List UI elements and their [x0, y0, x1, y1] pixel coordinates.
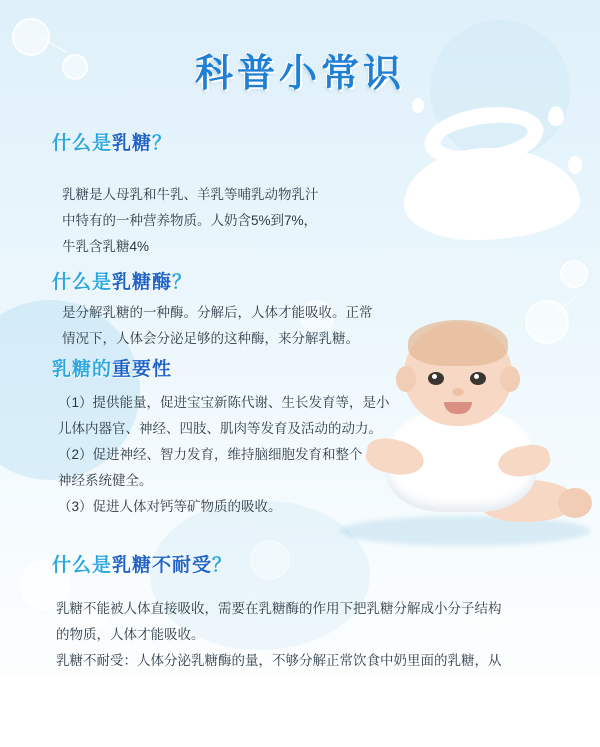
section-heading-4: [52, 550, 232, 577]
molecule-icon: [560, 260, 588, 288]
section-body-3-line: 儿体内器官、神经、四肢、肌肉等发育及活动的动力。: [58, 421, 382, 436]
section-body-4-line: 乳糖不耐受：人体分泌乳糖酶的量，不够分解正常饮食中奶里面的乳糖，从: [56, 653, 502, 668]
section-body-4-line: 乳糖不能被人体直接吸收，需要在乳糖酶的作用下把乳糖分解成小分子结构: [56, 601, 502, 616]
baby-shadow: [340, 516, 590, 546]
section-heading-1: [52, 128, 172, 155]
section-heading-1-suffix: ？: [152, 133, 173, 154]
section-body-3-line: （1）提供能量，促进宝宝新陈代谢、生长发育等，是小: [58, 395, 390, 410]
section-heading-3: [52, 354, 172, 381]
baby-foot: [558, 488, 592, 518]
section-heading-4-prefix: 什么是: [52, 555, 113, 576]
section-heading-2: [52, 267, 192, 294]
section-body-3-line: （2）促进神经、智力发育，维持脑细胞发育和整个: [58, 447, 363, 462]
section-heading-4-highlight: 乳糖不耐受: [112, 555, 213, 576]
section-body-1-line: 中特有的一种营养物质。人奶含5%到7%，: [62, 213, 318, 228]
milk-drop: [548, 106, 564, 126]
section-heading-2-suffix: ？: [172, 272, 193, 293]
section-heading-1-prefix: 什么是: [52, 133, 113, 154]
milk-drop: [568, 156, 582, 174]
section-body-1-line: 乳糖是人母乳和牛乳、羊乳等哺乳动物乳汁: [62, 187, 319, 202]
section-body-1: [62, 182, 402, 260]
section-body-2: [62, 300, 482, 352]
section-body-1-line: 牛乳含乳糖4%: [62, 239, 150, 254]
section-body-2-line: 情况下，人体会分泌足够的这种酶，来分解乳糖。: [62, 331, 359, 346]
baby-nose: [452, 388, 464, 396]
baby-ear-right: [500, 366, 520, 392]
baby-ear-left: [396, 366, 416, 392]
milk-splash-icon: [398, 96, 588, 246]
baby-eye-right: [470, 372, 486, 385]
section-heading-4-suffix: ？: [212, 555, 233, 576]
molecule-icon: [250, 540, 290, 580]
section-body-3: [58, 390, 418, 520]
section-heading-2-highlight: 乳糖酶: [112, 272, 173, 293]
section-body-4-line: 的物质，人体才能吸收。: [56, 627, 205, 642]
section-body-3-line: （3）促进人体对钙等矿物质的吸收。: [58, 499, 282, 514]
page-title: 科普小常识: [194, 53, 405, 95]
section-body-2-line: 是分解乳糖的一种酶。分解后，人体才能吸收。正常: [62, 305, 373, 320]
section-heading-3-prefix: 乳糖的: [52, 359, 113, 380]
section-heading-1-highlight: 乳糖: [112, 133, 153, 154]
bottom-spacer: [0, 677, 600, 747]
section-body-3-line: 神经系统健全。: [58, 473, 153, 488]
section-heading-3-highlight: 重要性: [112, 359, 173, 380]
baby-eye-left: [428, 372, 444, 385]
milk-drop: [412, 98, 424, 113]
section-heading-2-prefix: 什么是: [52, 272, 113, 293]
